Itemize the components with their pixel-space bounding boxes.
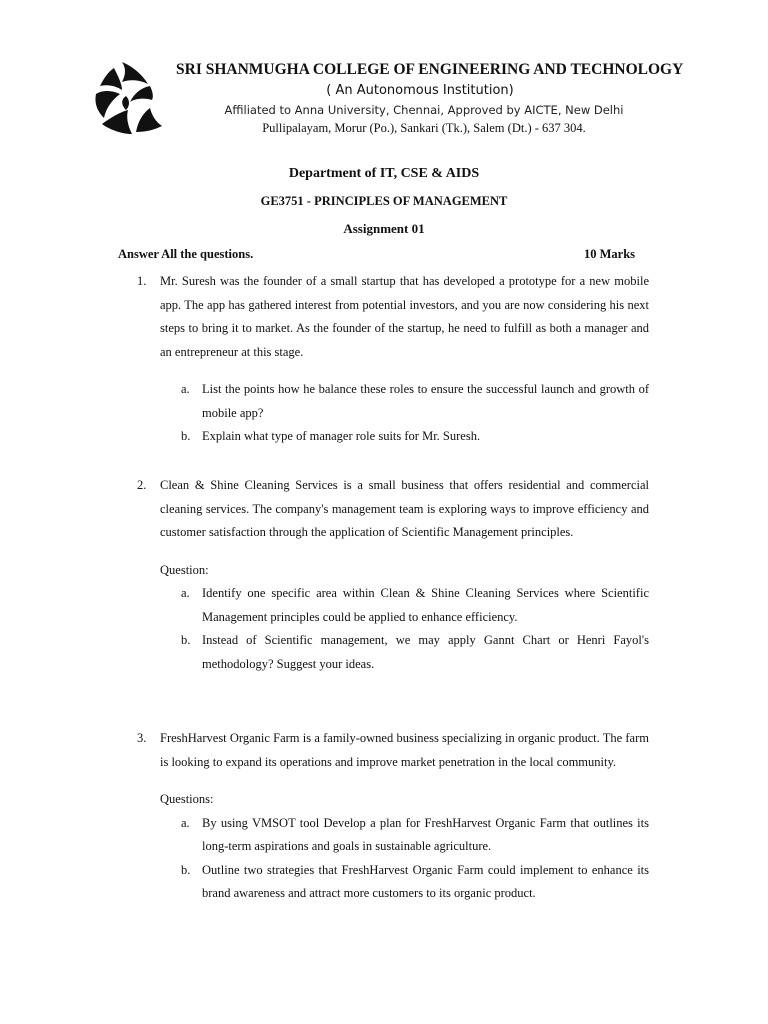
question-number: 1. — [137, 274, 147, 288]
question-label: Questions: — [160, 792, 214, 806]
sub-question-text: List the points how he balance these roles to ensure the successful launch and growth of mobile app? — [202, 382, 649, 420]
sub-question — [181, 859, 649, 906]
sub-question-letter: a. — [181, 815, 190, 830]
sub-question-list — [181, 582, 649, 676]
total-marks: 10 Marks — [584, 247, 636, 261]
sub-question-text: Explain what type of manager role suits for Mr. Suresh. — [202, 429, 481, 443]
college-address: Pullipalayam, Morur (Po.), Sankari (Tk.), Salem (Dt.) - 637 304. — [262, 121, 586, 135]
sub-question — [181, 629, 649, 676]
sub-question-text: Instead of Scientific management, we may apply Gannt Chart or Henri Fayol's methodology? Suggest your ideas. — [202, 633, 649, 671]
sub-question-text: Outline two strategies that FreshHarvest Organic Farm could implement to enhance its brand awareness and attract more customers to its organic product. — [202, 862, 649, 900]
sub-question — [181, 378, 649, 425]
sub-question — [181, 425, 649, 449]
sub-question-text: Identify one specific area within Clean & Shine Cleaning Services where Scientific Management principles could be applied to enhance efficiency. — [202, 586, 649, 624]
course-title: GE3751 - PRINCIPLES OF MANAGEMENT — [260, 194, 508, 208]
sub-question-letter: b. — [181, 429, 191, 443]
question-3 — [137, 727, 649, 906]
college-name: SRI SHANMUGHA COLLEGE OF ENGINEERING AND TECHNOLOGY — [176, 61, 684, 78]
instructions: Answer All the questions. — [118, 247, 254, 261]
sub-question-letter: a. — [181, 586, 190, 600]
question-text: Clean & Shine Cleaning Services is a small business that offers residential and commercial cleaning services. The company's management team is exploring ways to improve efficiency and customer satisfaction through the application of Scientific Management principles. — [160, 478, 649, 539]
department-title: Department of IT, CSE & AIDS — [288, 166, 480, 181]
sub-question — [181, 812, 649, 859]
autonomous-status: ( An Autonomous Institution) — [326, 83, 514, 98]
sub-question-text: By using VMSOT tool Develop a plan for FreshHarvest Organic Farm that outlines its long-term aspirations and goals in sustainable agriculture. — [202, 815, 649, 853]
sub-question — [181, 582, 649, 629]
question-number: 2. — [137, 478, 147, 492]
question-number: 3. — [137, 731, 147, 745]
sub-question-letter: a. — [181, 382, 190, 396]
sub-question-letter: b. — [181, 633, 191, 647]
sub-question-letter: b. — [181, 862, 191, 877]
affiliation-line: Affiliated to Anna University, Chennai, Approved by AICTE, New Delhi — [224, 103, 624, 117]
assignment-title: Assignment 01 — [343, 221, 425, 236]
question-2 — [137, 474, 649, 676]
question-1 — [137, 270, 649, 449]
sub-question-list — [181, 812, 649, 906]
question-label: Question: — [160, 562, 209, 577]
sub-question-list — [181, 378, 649, 449]
question-text: FreshHarvest Organic Farm is a family-owned business specializing in organic product. The farm is looking to expand its operations and improve market penetration in the local community. — [160, 731, 649, 769]
question-text: Mr. Suresh was the founder of a small startup that has developed a prototype for a new mobile app. The app has gathered interest from potential investors, and you are now considering his next steps to bring it to market. As the founder of the startup, he need to fulfill as both a manager and an entrepreneur at this stage. — [160, 274, 649, 359]
